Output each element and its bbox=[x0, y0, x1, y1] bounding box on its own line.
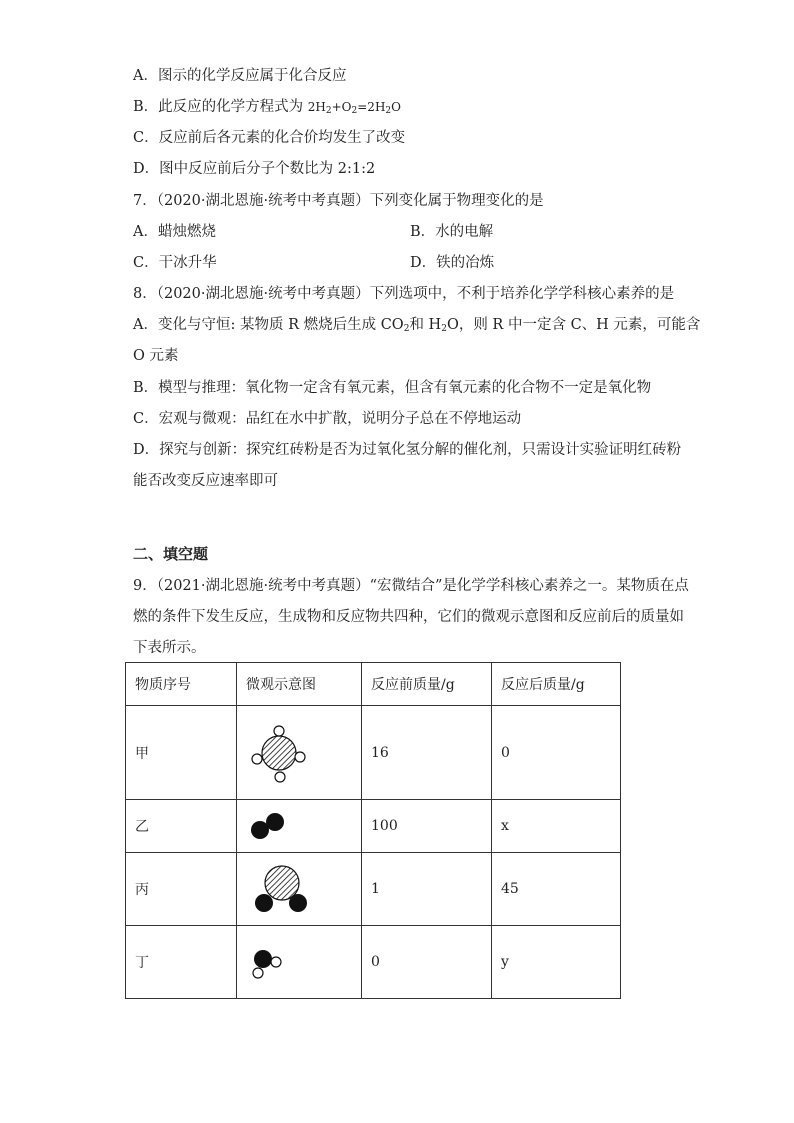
table-header-row bbox=[126, 663, 621, 706]
q8-option-d: D．探究与创新：探究红砖粉是否为过氧化氢分解的催化剂，只需设计实验证明红砖粉 bbox=[133, 442, 682, 458]
carbon-dioxide-molecule-icon bbox=[246, 861, 310, 917]
diagram-cell bbox=[237, 800, 362, 853]
q7-option-b: B．水的电解 bbox=[410, 224, 494, 240]
diagram-cell bbox=[237, 706, 362, 800]
table-row bbox=[126, 706, 621, 800]
water-molecule-icon bbox=[246, 942, 296, 982]
table-row bbox=[126, 853, 621, 926]
mass-before: 0 bbox=[362, 926, 492, 999]
mass-before: 1 bbox=[362, 853, 492, 926]
mass-after: 45 bbox=[492, 853, 621, 926]
q6-option-a: A．图示的化学反应属于化合反应 bbox=[133, 68, 347, 84]
table-row bbox=[126, 926, 621, 999]
header-cell: 物质序号 bbox=[126, 663, 237, 706]
substance-name: 丁 bbox=[126, 926, 237, 999]
q8-option-c: C．宏观与微观：品红在水中扩散，说明分子总在不停地运动 bbox=[133, 411, 522, 427]
substance-name: 丙 bbox=[126, 853, 237, 926]
diagram-cell bbox=[237, 926, 362, 999]
q7-stem: 7．（2020·湖北恩施·统考中考真题）下列变化属于物理变化的是 bbox=[133, 193, 544, 209]
q8-stem: 8．（2020·湖北恩施·统考中考真题）下列选项中，不利于培养化学学科核心素养的是 bbox=[133, 286, 675, 302]
mass-before: 16 bbox=[362, 706, 492, 800]
substance-name: 甲 bbox=[126, 706, 237, 800]
q6-option-b-prefix: B．此反应的化学方程式为 bbox=[133, 99, 308, 115]
q9-line-1: 9．（2021·湖北恩施·统考中考真题）“宏微结合”是化学学科核心素养之一。某物质在点 bbox=[133, 578, 689, 594]
oxygen-molecule-icon bbox=[246, 808, 296, 844]
methane-molecule-icon bbox=[246, 721, 310, 785]
header-cell: 反应后质量/g bbox=[492, 663, 621, 706]
q8-option-a: A．变化与守恒: 某物质 R 燃烧后生成 $CO_2$和 $H_2O$，则 R 中一定含 C、H 元素，可能含 bbox=[133, 317, 701, 334]
section-heading: 二、填空题 bbox=[133, 545, 209, 563]
diagram-cell bbox=[237, 853, 362, 926]
mass-after: 0 bbox=[492, 706, 621, 800]
header-cell: 微观示意图 bbox=[237, 663, 362, 706]
q7-option-c: C．干冰升华 bbox=[133, 255, 217, 271]
mass-after: x bbox=[492, 800, 621, 853]
q6-option-d: D．图中反应前后分子个数比为 2:1:2 bbox=[133, 161, 376, 177]
table-row bbox=[126, 800, 621, 853]
q8-option-d-cont: 能否改变反应速率即可 bbox=[133, 473, 278, 489]
q8-option-b: B．模型与推理：氧化物一定含有氧元素，但含有氧元素的化合物不一定是氧化物 bbox=[133, 380, 652, 396]
q7-option-d: D．铁的冶炼 bbox=[410, 255, 495, 271]
q8-option-a-cont: O 元素 bbox=[133, 348, 179, 364]
substance-table bbox=[125, 662, 621, 999]
q9-line-2: 燃的条件下发生反应，生成物和反应物共四种，它们的微观示意图和反应前后的质量如 bbox=[133, 609, 684, 625]
mass-before: 100 bbox=[362, 800, 492, 853]
header-cell: 反应前质量/g bbox=[362, 663, 492, 706]
q6-option-b bbox=[133, 97, 401, 121]
mass-after: y bbox=[492, 926, 621, 999]
q7-option-a: A．蜡烛燃烧 bbox=[133, 224, 216, 240]
q9-line-3: 下表所示。 bbox=[133, 640, 206, 656]
q6-equation: $2H_2+O_2=2H_2O$ bbox=[307, 100, 401, 116]
substance-name: 乙 bbox=[126, 800, 237, 853]
q6-option-c: C．反应前后各元素的化合价均发生了改变 bbox=[133, 130, 406, 146]
